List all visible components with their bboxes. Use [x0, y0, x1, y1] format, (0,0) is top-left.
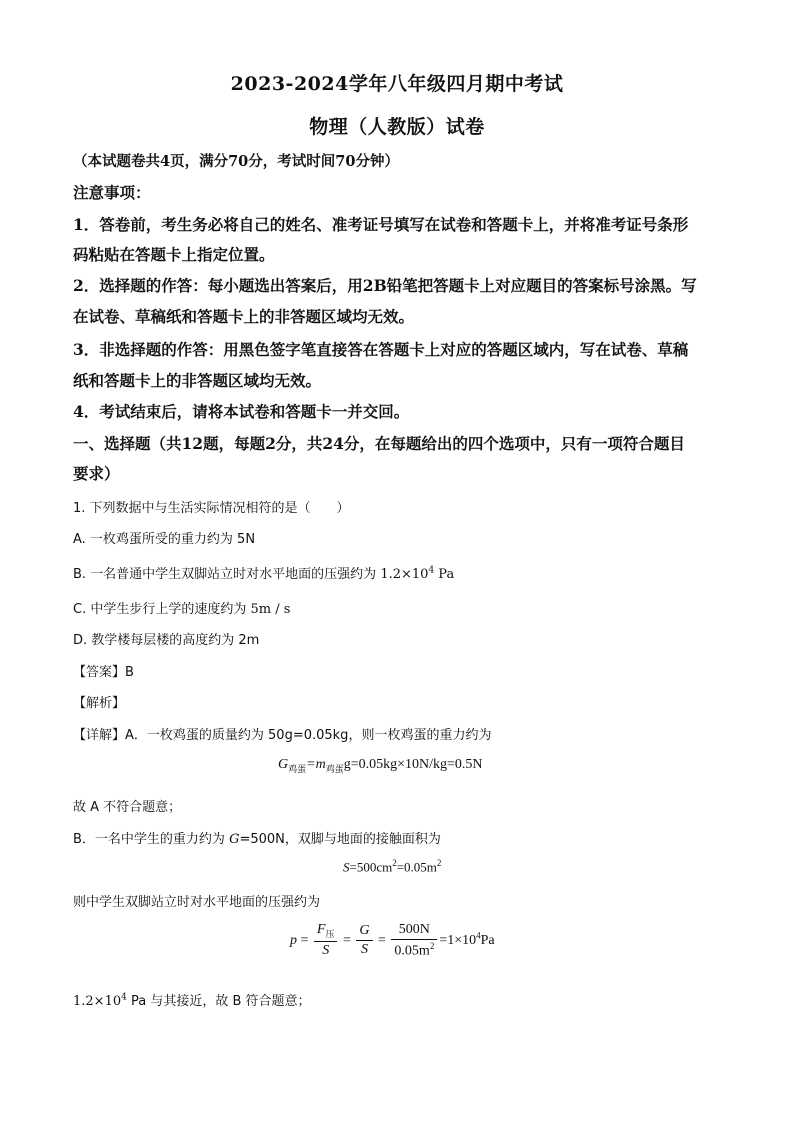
option-d: D. 教学楼每层楼的高度约为 2m [73, 633, 260, 648]
note-3-line-1: 3．非选择题的作答：用黑色签字笔直接答在答题卡上对应的答题区域内，写在试卷、草稿 [73, 340, 689, 359]
eq2-part1: =500cm [349, 859, 393, 875]
eq1-m-subscript: 鸡蛋 [325, 764, 344, 775]
eq1-g-symbol: G [278, 757, 289, 772]
option-c-text: C. 中学生步行上学的速度约为 [73, 602, 251, 617]
eq3-numerator: 500N [391, 922, 437, 940]
option-c-value: 5m / s [250, 602, 291, 617]
final-value: 1.2×10 [73, 994, 122, 1009]
note-1-line-2: 码粘贴在答题卡上指定位置。 [73, 245, 275, 264]
question-stem: 1. 下列数据中与生活实际情况相符的是（ ） [73, 501, 350, 516]
note-4: 4．考试结束后，请将本试卷和答题卡一并交回。 [73, 402, 410, 421]
notes-heading: 注意事项： [73, 183, 151, 202]
eq3-f-subscript: 压 [325, 930, 335, 941]
option-a: A. 一枚鸡蛋所受的重力约为 5N [73, 532, 256, 547]
pressure-intro: 则中学生双脚站立时对水平地面的压强约为 [73, 895, 321, 910]
eq3-g-symbol: G [356, 923, 372, 941]
section-heading-line-2: 要求） [73, 464, 120, 483]
equation-contact-area [343, 858, 441, 875]
eq3-denominator: 0.05m [394, 943, 430, 959]
eq3-equals-3: = [374, 933, 390, 949]
eq3-result-sup: 4 [476, 930, 481, 941]
option-c [73, 598, 290, 617]
conclusion-a: 故 A 不符合题意； [73, 800, 182, 815]
eq3-p-symbol: p [290, 933, 297, 949]
eq3-unit: Pa [480, 933, 495, 949]
final-value-sup: 4 [121, 992, 127, 1003]
detail-b-text: B．一名中学生的重力约为 [73, 832, 230, 847]
note-2-line-2: 在试卷、草稿纸和答题卡上的非答题区域均无效。 [73, 307, 415, 326]
eq2-part2: =0.05m [396, 859, 437, 875]
eq3-fraction-g-over-s [356, 923, 372, 958]
eq3-equals-1: = [297, 933, 312, 949]
option-b-exponent: 4 [428, 565, 435, 576]
eq3-equals-2: = [339, 933, 355, 949]
equation-pressure [290, 922, 495, 960]
detail-b-suffix: =500N，双脚与地面的接触面积为 [239, 832, 441, 847]
eq2-sup2: 2 [436, 858, 442, 868]
note-3-line-2: 纸和答题卡上的非答题区域均无效。 [73, 371, 322, 390]
eq1-g-subscript: 鸡蛋 [288, 764, 307, 775]
eq3-fraction-f-over-s [314, 922, 338, 959]
exam-subtitle: 物理（人教版）试卷 [309, 116, 485, 138]
eq3-denominator-sup: 2 [429, 941, 435, 951]
answer-label: 【答案】B [73, 665, 134, 680]
equation-egg-weight [278, 757, 483, 775]
exam-title: 2023-2024学年八年级四月期中考试 [230, 73, 564, 95]
final-text: Pa 与其接近，故 B 符合题意； [126, 994, 311, 1009]
option-b [73, 563, 454, 582]
detail-b [73, 828, 441, 847]
eq2-sup1: 2 [392, 858, 397, 868]
option-b-text: B. 一名普通中学生双脚站立时对水平地面的压强约为 [73, 567, 381, 582]
eq3-s-symbol-2: S [360, 942, 368, 958]
note-1-line-1: 1．答卷前，考生务必将自己的姓名、准考证号填写在试卷和答题卡上，并将准考证号条形 [73, 215, 689, 234]
note-2-line-1: 2．选择题的作答：每小题选出答案后，用2B铅笔把答题卡上对应题目的答案标号涂黑。写 [73, 276, 697, 295]
detail-a: 【详解】A．一枚鸡蛋的质量约为 50g=0.05kg，则一枚鸡蛋的重力约为 [73, 728, 492, 743]
eq3-fraction-values [391, 922, 437, 960]
exam-info: （本试题卷共4页，满分70分，考试时间70分钟） [73, 153, 399, 170]
detail-b-g-symbol: G [229, 832, 240, 847]
section-heading-line-1: 一、选择题（共12题，每题2分，共24分，在每题给出的四个选项中，只有一项符合题目 [73, 434, 685, 453]
eq1-m-symbol: =m [306, 757, 326, 772]
eq1-rest: g=0.05kg×10N/kg=0.5N [343, 757, 483, 772]
eq3-f-symbol: F [316, 922, 326, 938]
eq2-s-symbol: S [343, 859, 350, 875]
final-comparison [73, 990, 311, 1009]
analysis-label: 【解析】 [73, 696, 126, 711]
eq3-s-symbol: S [322, 943, 330, 959]
eq3-result: =1×10 [439, 933, 477, 949]
option-b-value: 1.2×10 [380, 567, 429, 582]
option-b-unit: Pa [434, 567, 455, 582]
